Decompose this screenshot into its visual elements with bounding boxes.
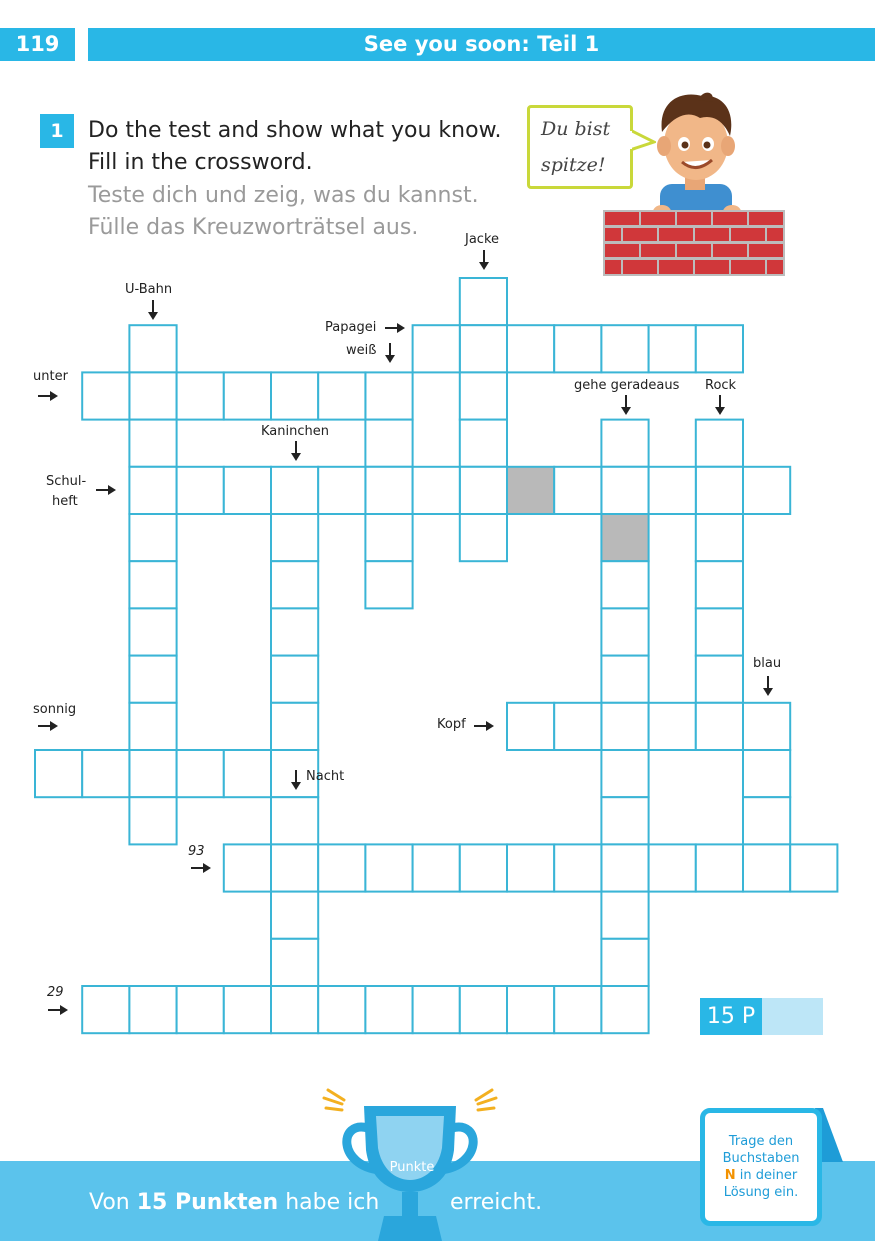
crossword-cell[interactable]	[224, 750, 271, 797]
crossword-cell[interactable]	[601, 750, 648, 797]
arrow-down-icon	[763, 676, 773, 696]
instruction-en-1: Do the test and show what you know.	[88, 118, 502, 143]
crossword-cell[interactable]	[129, 420, 176, 467]
crossword-cell[interactable]	[743, 797, 790, 844]
crossword-cell[interactable]	[601, 986, 648, 1033]
crossword-cell[interactable]	[460, 514, 507, 561]
crossword-cell[interactable]	[129, 656, 176, 703]
crossword-cell[interactable]	[82, 372, 129, 419]
arrow-right-icon	[48, 1005, 68, 1015]
arrow-down-icon	[148, 300, 158, 320]
clue-sonnig: sonnig	[33, 702, 77, 717]
exercise-number: 1	[40, 114, 74, 148]
crossword-cell[interactable]	[649, 703, 696, 750]
crossword-cell[interactable]	[224, 986, 271, 1033]
crossword-cell[interactable]	[224, 467, 271, 514]
crossword-cell[interactable]	[696, 325, 743, 372]
crossword-cell[interactable]	[649, 467, 696, 514]
crossword-cell[interactable]	[601, 656, 648, 703]
crossword-cell[interactable]	[129, 325, 176, 372]
crossword-cell[interactable]	[129, 750, 176, 797]
note-line-3-rest: in deiner	[735, 1168, 798, 1183]
clue-gehe-geradeaus: gehe geradeaus	[574, 378, 680, 393]
clue-ubahn: U-Bahn	[125, 282, 173, 297]
crossword-cell[interactable]	[601, 608, 648, 655]
crossword-cell[interactable]	[129, 467, 176, 514]
crossword-cell[interactable]	[696, 467, 743, 514]
crossword-cell[interactable]	[743, 703, 790, 750]
crossword-cell[interactable]	[554, 467, 601, 514]
crossword-cell[interactable]	[129, 703, 176, 750]
crossword-cell[interactable]	[649, 844, 696, 891]
crossword-cell[interactable]	[413, 986, 460, 1033]
crossword-cell[interactable]	[696, 420, 743, 467]
crossword-cell[interactable]	[413, 844, 460, 891]
arrow-down-icon	[715, 395, 725, 415]
note-card	[700, 1108, 822, 1226]
crossword-cell[interactable]	[365, 514, 412, 561]
crossword-cell[interactable]	[177, 372, 224, 419]
clue-schulheft-1: Schul-	[46, 474, 87, 489]
arrow-down-icon	[291, 441, 301, 461]
crossword-cell[interactable]	[365, 844, 412, 891]
crossword-cell[interactable]	[507, 703, 554, 750]
arrow-right-icon	[474, 721, 494, 731]
speech-bubble-line2: spitze!	[541, 154, 606, 176]
speech-bubble-line1: Du bist	[541, 118, 611, 140]
clue-unter: unter	[33, 369, 68, 384]
crossword-cell[interactable]	[129, 797, 176, 844]
crossword-cell[interactable]	[507, 325, 554, 372]
crossword-cell[interactable]	[743, 750, 790, 797]
crossword-cell[interactable]	[460, 372, 507, 419]
clue-weiss: weiß	[346, 343, 377, 358]
crossword-cell[interactable]	[318, 372, 365, 419]
crossword-cell[interactable]	[82, 986, 129, 1033]
arrow-down-icon	[385, 343, 395, 363]
instruction-de-2: Fülle das Kreuzworträtsel aus.	[88, 215, 419, 240]
trophy-label: Punkte	[389, 1160, 435, 1175]
arrow-down-icon	[621, 395, 631, 415]
note-line-2: Buchstaben	[722, 1151, 800, 1166]
crossword-cell[interactable]	[365, 467, 412, 514]
crossword-cell[interactable]	[601, 561, 648, 608]
crossword-cell[interactable]	[318, 986, 365, 1033]
clue-nacht: Nacht	[306, 769, 345, 784]
crossword-cell[interactable]	[554, 325, 601, 372]
crossword-cell[interactable]	[271, 656, 318, 703]
crossword-cell[interactable]	[271, 844, 318, 891]
clue-rock: Rock	[705, 378, 737, 393]
clue-29: 29	[47, 985, 64, 1000]
score-suffix: erreicht.	[450, 1190, 543, 1215]
arrow-right-icon	[38, 721, 58, 731]
crossword-cell[interactable]	[601, 892, 648, 939]
crossword-cell[interactable]	[129, 514, 176, 561]
crossword-cell[interactable]	[460, 325, 507, 372]
crossword-cell[interactable]	[460, 986, 507, 1033]
arrow-right-icon	[96, 485, 116, 495]
crossword-cell[interactable]	[460, 467, 507, 514]
clue-blau: blau	[753, 656, 782, 671]
score-bold: 15 Punkten	[136, 1190, 279, 1215]
crossword-cell[interactable]	[743, 467, 790, 514]
crossword-cell[interactable]	[460, 420, 507, 467]
crossword-cell[interactable]	[601, 703, 648, 750]
arrow-right-icon	[191, 863, 211, 873]
crossword-cell[interactable]	[129, 986, 176, 1033]
arrow-right-icon	[385, 323, 405, 333]
crossword-cell[interactable]	[696, 656, 743, 703]
crossword-cell[interactable]	[271, 514, 318, 561]
crossword-cell[interactable]	[129, 608, 176, 655]
crossword-cell[interactable]	[271, 986, 318, 1033]
note-line-3	[700, 1168, 822, 1183]
crossword-cell[interactable]	[696, 514, 743, 561]
crossword-cell[interactable]	[601, 797, 648, 844]
crossword-cell[interactable]	[413, 325, 460, 372]
crossword-cell[interactable]	[271, 939, 318, 986]
crossword-cell[interactable]	[224, 844, 271, 891]
crossword-cell[interactable]	[696, 703, 743, 750]
points-label: 15 P	[700, 998, 762, 1035]
crossword-cell[interactable]	[601, 467, 648, 514]
crossword-cell[interactable]	[460, 278, 507, 325]
crossword-blocked-cell	[601, 514, 648, 561]
crossword-cell[interactable]	[271, 561, 318, 608]
crossword-cell[interactable]	[460, 844, 507, 891]
crossword-cell[interactable]	[696, 608, 743, 655]
clue-kopf: Kopf	[437, 717, 466, 732]
crossword-cell[interactable]	[507, 986, 554, 1033]
crossword-cell[interactable]	[271, 467, 318, 514]
note-line-4: Lösung ein.	[723, 1185, 799, 1200]
arrow-right-icon	[38, 391, 58, 401]
crossword-cell[interactable]	[82, 750, 129, 797]
crossword-cell[interactable]	[365, 372, 412, 419]
crossword-cell[interactable]	[554, 703, 601, 750]
crossword-cell[interactable]	[554, 844, 601, 891]
crossword-cell[interactable]	[649, 325, 696, 372]
crossword-cell[interactable]	[224, 372, 271, 419]
crossword-cell[interactable]	[507, 844, 554, 891]
crossword-cell[interactable]	[601, 420, 648, 467]
crossword-cell[interactable]	[413, 467, 460, 514]
crossword-cell[interactable]	[271, 703, 318, 750]
crossword-cell[interactable]	[365, 986, 412, 1033]
note-letter: N	[724, 1168, 736, 1183]
score-prefix: Von	[89, 1190, 137, 1215]
crossword-cell[interactable]	[129, 561, 176, 608]
clue-papagei: Papagei	[325, 320, 377, 335]
crossword-cell[interactable]	[601, 939, 648, 986]
clue-schulheft-2: heft	[52, 494, 78, 509]
crossword-cell[interactable]	[365, 561, 412, 608]
crossword-cell[interactable]	[601, 844, 648, 891]
crossword-cell[interactable]	[271, 797, 318, 844]
crossword-cell[interactable]	[271, 608, 318, 655]
score-mid: habe ich	[278, 1190, 380, 1215]
crossword-cell[interactable]	[696, 844, 743, 891]
crossword-cell[interactable]	[177, 467, 224, 514]
crossword-cell[interactable]	[177, 750, 224, 797]
crossword-cell[interactable]	[177, 986, 224, 1033]
crossword-cell[interactable]	[365, 420, 412, 467]
crossword-cell[interactable]	[601, 325, 648, 372]
crossword-cell[interactable]	[35, 750, 82, 797]
instruction-en-2: Fill in the crossword.	[88, 150, 313, 175]
crossword-cell[interactable]	[271, 372, 318, 419]
arrow-down-icon	[479, 250, 489, 270]
crossword-cell[interactable]	[271, 892, 318, 939]
page-title: See you soon: Teil 1	[88, 28, 875, 61]
crossword-cell[interactable]	[696, 561, 743, 608]
instruction-de-1: Teste dich und zeig, was du kannst.	[88, 183, 479, 208]
crossword-cell[interactable]	[129, 372, 176, 419]
crossword-cell[interactable]	[318, 467, 365, 514]
crossword-cell[interactable]	[790, 844, 837, 891]
clue-kaninchen: Kaninchen	[261, 424, 329, 439]
note-line-1: Trage den	[728, 1134, 794, 1149]
crossword-cell[interactable]	[318, 844, 365, 891]
clue-93: 93	[188, 844, 205, 859]
clue-jacke: Jacke	[465, 232, 500, 247]
crossword-cell[interactable]	[554, 986, 601, 1033]
page-number: 119	[0, 28, 75, 61]
crossword-blocked-cell	[507, 467, 554, 514]
crossword-cell[interactable]	[743, 844, 790, 891]
